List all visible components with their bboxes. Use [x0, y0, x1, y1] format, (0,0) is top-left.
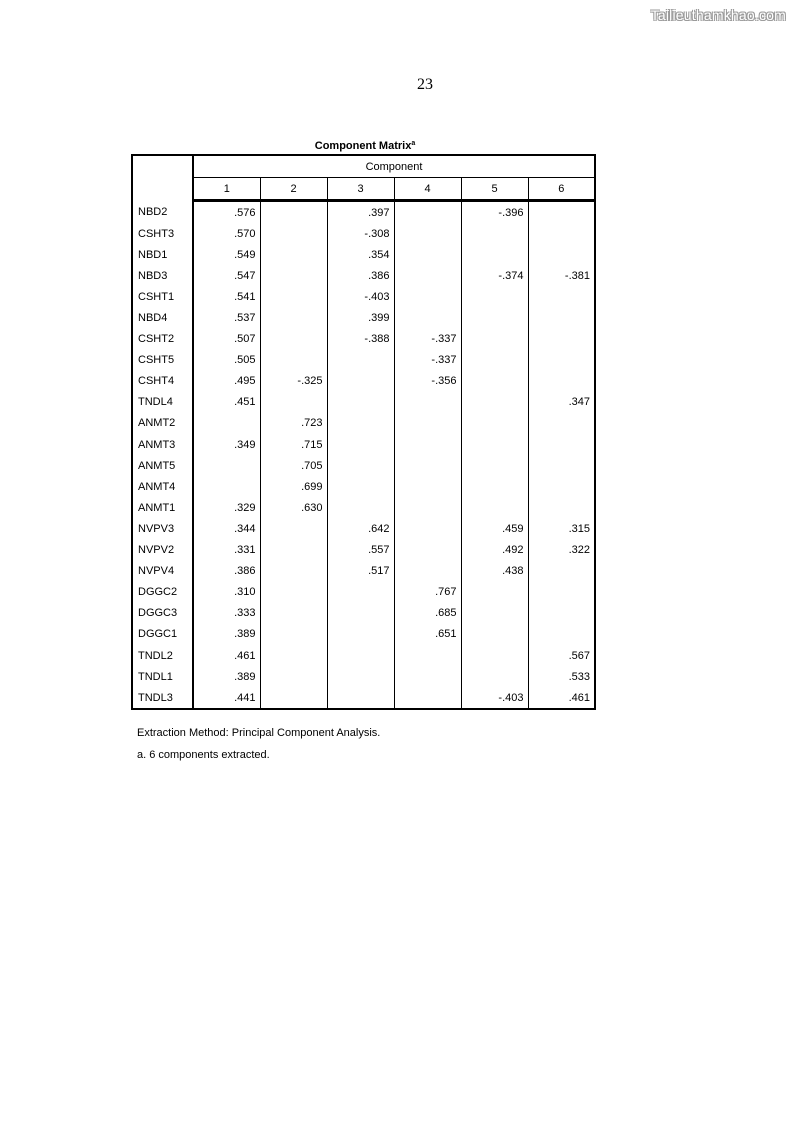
loading-cell — [327, 497, 394, 518]
loading-cell — [327, 350, 394, 371]
loading-cell — [528, 329, 595, 350]
row-label: NBD4 — [132, 307, 193, 328]
loading-cell — [394, 307, 461, 328]
table-row — [132, 603, 595, 624]
loading-cell — [461, 371, 528, 392]
loading-cell — [394, 286, 461, 307]
loading-cell — [327, 476, 394, 497]
table-row — [132, 223, 595, 244]
table-row — [132, 687, 595, 709]
table-row — [132, 307, 595, 328]
loading-cell — [260, 265, 327, 286]
loading-cell — [327, 455, 394, 476]
component-group-header: Component — [193, 155, 595, 178]
loading-cell: .576 — [234, 206, 256, 219]
loading-cell — [528, 244, 595, 265]
loading-cell: -.356 — [394, 371, 461, 392]
loading-cell: .505 — [234, 354, 256, 367]
loading-cell: .705 — [260, 455, 327, 476]
row-label: ANMT1 — [132, 497, 193, 518]
loading-cell — [260, 286, 327, 307]
loading-cell: .723 — [260, 413, 327, 434]
table-row — [132, 371, 595, 392]
corner-cell — [132, 155, 193, 201]
table-row — [132, 286, 595, 307]
table-row — [132, 518, 595, 539]
loading-cell — [327, 603, 394, 624]
row-label: ANMT5 — [132, 455, 193, 476]
loading-cell: -.388 — [327, 329, 394, 350]
loading-cell — [260, 645, 327, 666]
loading-cell: .549 — [234, 248, 256, 261]
row-label: NVPV3 — [132, 518, 193, 539]
loading-cell: .399 — [327, 307, 394, 328]
loading-cell — [327, 687, 394, 709]
loading-cell — [461, 286, 528, 307]
title-footnote-mark: a — [411, 140, 416, 147]
loading-cell — [461, 603, 528, 624]
row-label: ANMT2 — [132, 413, 193, 434]
table-row — [132, 329, 595, 350]
row-label: DGGC1 — [132, 624, 193, 645]
loading-cell — [461, 392, 528, 413]
row-label: CSHT2 — [132, 329, 193, 350]
loading-cell — [461, 666, 528, 687]
loading-cell — [461, 624, 528, 645]
loading-cell: .386 — [327, 265, 394, 286]
loading-cell — [461, 434, 528, 455]
loading-cell — [260, 582, 327, 603]
loading-cell: .354 — [327, 244, 394, 265]
loading-cell: .541 — [234, 290, 256, 303]
loading-cell — [327, 582, 394, 603]
loading-cell — [394, 434, 461, 455]
loading-cell — [461, 645, 528, 666]
loading-cell: .451 — [234, 396, 256, 409]
loading-cell: -.325 — [260, 371, 327, 392]
footnote-a: a. 6 components extracted. — [137, 749, 270, 761]
loading-cell: -.374 — [461, 265, 528, 286]
table-row — [132, 624, 595, 645]
loading-cell — [528, 582, 595, 603]
loading-cell — [394, 645, 461, 666]
row-label: TNDL4 — [132, 392, 193, 413]
loading-cell — [394, 497, 461, 518]
column-header-3: 3 — [327, 178, 394, 201]
loading-cell: .461 — [528, 687, 595, 709]
loading-cell — [394, 561, 461, 582]
loading-cell — [260, 540, 327, 561]
loading-cell — [461, 413, 528, 434]
loading-cell: .438 — [461, 561, 528, 582]
loading-cell — [394, 413, 461, 434]
loading-cell: .557 — [327, 540, 394, 561]
loading-cell — [193, 413, 260, 434]
loading-cell — [528, 350, 595, 371]
loading-cell — [260, 624, 327, 645]
loading-cell — [528, 561, 595, 582]
loading-cell — [528, 434, 595, 455]
loading-cell: -.337 — [394, 350, 461, 371]
loading-cell: .333 — [234, 607, 256, 620]
loading-cell: -.396 — [461, 201, 528, 224]
loading-cell: .630 — [260, 497, 327, 518]
loading-cell: .517 — [327, 561, 394, 582]
loading-cell: .570 — [234, 227, 256, 240]
loading-cell — [394, 265, 461, 286]
row-label: CSHT1 — [132, 286, 193, 307]
extraction-method-note: Extraction Method: Principal Component Analysis. — [137, 727, 381, 739]
table-row — [132, 201, 595, 224]
row-label: TNDL1 — [132, 666, 193, 687]
loading-cell: -.403 — [461, 687, 528, 709]
loading-cell — [461, 455, 528, 476]
loading-cell: .533 — [528, 666, 595, 687]
table-row — [132, 540, 595, 561]
row-label: NBD2 — [132, 201, 193, 224]
loading-cell — [327, 434, 394, 455]
loading-cell — [260, 350, 327, 371]
loading-cell — [461, 244, 528, 265]
table-row — [132, 413, 595, 434]
loading-cell — [394, 392, 461, 413]
loading-cell: .389 — [234, 628, 256, 641]
table-row — [132, 666, 595, 687]
loading-cell: .685 — [394, 603, 461, 624]
loading-cell: -.381 — [528, 265, 595, 286]
watermark: Tailieuthamkhao.com — [650, 7, 786, 23]
loading-cell — [327, 666, 394, 687]
table-title-text: Component Matrix — [314, 140, 412, 152]
loading-cell — [327, 371, 394, 392]
loading-cell: .537 — [234, 312, 256, 325]
loading-cell — [260, 561, 327, 582]
loading-cell: -.403 — [327, 286, 394, 307]
loading-cell: .347 — [528, 392, 595, 413]
row-label: DGGC3 — [132, 603, 193, 624]
loading-cell: .329 — [234, 501, 256, 514]
loading-cell — [327, 624, 394, 645]
row-label: ANMT3 — [132, 434, 193, 455]
loading-cell — [327, 413, 394, 434]
loading-cell — [528, 413, 595, 434]
loading-cell — [528, 286, 595, 307]
row-label: NBD1 — [132, 244, 193, 265]
column-header-5: 5 — [461, 178, 528, 201]
loading-cell — [394, 223, 461, 244]
column-header-2: 2 — [260, 178, 327, 201]
loading-cell: .699 — [260, 476, 327, 497]
table-row — [132, 265, 595, 286]
loading-cell: .767 — [394, 582, 461, 603]
loading-cell: .642 — [327, 518, 394, 539]
row-label: CSHT3 — [132, 223, 193, 244]
loading-cell — [461, 223, 528, 244]
loading-cell — [394, 244, 461, 265]
loading-cell: .386 — [234, 565, 256, 578]
column-header-4: 4 — [394, 178, 461, 201]
loading-cell — [461, 329, 528, 350]
loading-cell: .397 — [327, 201, 394, 224]
table-row — [132, 244, 595, 265]
loading-cell: .344 — [234, 522, 256, 535]
row-label: CSHT4 — [132, 371, 193, 392]
loading-cell: .567 — [528, 645, 595, 666]
loading-cell — [528, 603, 595, 624]
loading-cell — [193, 455, 260, 476]
loading-cell: .507 — [234, 333, 256, 346]
loading-cell — [528, 497, 595, 518]
loading-cell — [260, 518, 327, 539]
table-row — [132, 645, 595, 666]
row-label: NBD3 — [132, 265, 193, 286]
loading-cell — [260, 201, 327, 224]
loading-cell — [461, 582, 528, 603]
row-label: TNDL3 — [132, 687, 193, 709]
loading-cell — [461, 476, 528, 497]
loading-cell — [528, 624, 595, 645]
loading-cell: .492 — [461, 540, 528, 561]
loading-cell — [260, 687, 327, 709]
loading-cell — [260, 244, 327, 265]
table-row — [132, 455, 595, 476]
loading-cell — [260, 392, 327, 413]
loading-cell: .495 — [234, 375, 256, 388]
row-label: TNDL2 — [132, 645, 193, 666]
loading-cell — [528, 201, 595, 224]
loading-cell: .310 — [234, 586, 256, 599]
loading-cell — [528, 223, 595, 244]
loading-cell: -.308 — [327, 223, 394, 244]
loading-cell — [528, 371, 595, 392]
table-row — [132, 476, 595, 497]
loading-cell: .547 — [234, 269, 256, 282]
loading-cell — [528, 307, 595, 328]
loading-cell: .441 — [234, 691, 256, 704]
row-label: NVPV2 — [132, 540, 193, 561]
loading-cell — [528, 455, 595, 476]
component-matrix-table — [131, 154, 596, 710]
row-label: DGGC2 — [132, 582, 193, 603]
loading-cell: .715 — [260, 434, 327, 455]
loading-cell — [461, 307, 528, 328]
loading-cell — [394, 666, 461, 687]
loading-cell: .331 — [234, 544, 256, 557]
loading-cell: .461 — [234, 649, 256, 662]
loading-cell — [394, 455, 461, 476]
loading-cell — [260, 666, 327, 687]
column-header-1: 1 — [193, 178, 260, 201]
table-row — [132, 561, 595, 582]
table-row — [132, 392, 595, 413]
loading-cell — [394, 201, 461, 224]
loading-cell — [528, 476, 595, 497]
loading-cell — [394, 476, 461, 497]
loading-cell: .322 — [528, 540, 595, 561]
loading-cell: -.337 — [394, 329, 461, 350]
loading-cell: .459 — [461, 518, 528, 539]
table-title — [131, 140, 599, 152]
table-row — [132, 434, 595, 455]
table-row — [132, 582, 595, 603]
loading-cell — [461, 497, 528, 518]
loading-cell: .349 — [234, 438, 256, 451]
loading-cell — [260, 603, 327, 624]
loading-cell — [260, 307, 327, 328]
loading-cell: .651 — [394, 624, 461, 645]
loading-cell — [461, 350, 528, 371]
loading-cell — [260, 223, 327, 244]
loading-cell — [394, 687, 461, 709]
page-number: 23 — [417, 76, 433, 93]
loading-cell — [193, 476, 260, 497]
row-label: NVPV4 — [132, 561, 193, 582]
loading-cell — [327, 392, 394, 413]
loading-cell — [394, 518, 461, 539]
loading-cell: .315 — [528, 518, 595, 539]
column-header-6: 6 — [528, 178, 595, 201]
row-label: CSHT5 — [132, 350, 193, 371]
loading-cell — [394, 540, 461, 561]
row-label: ANMT4 — [132, 476, 193, 497]
table-row — [132, 497, 595, 518]
loading-cell: .389 — [234, 670, 256, 683]
table-row — [132, 350, 595, 371]
loading-cell — [327, 645, 394, 666]
loading-cell — [260, 329, 327, 350]
